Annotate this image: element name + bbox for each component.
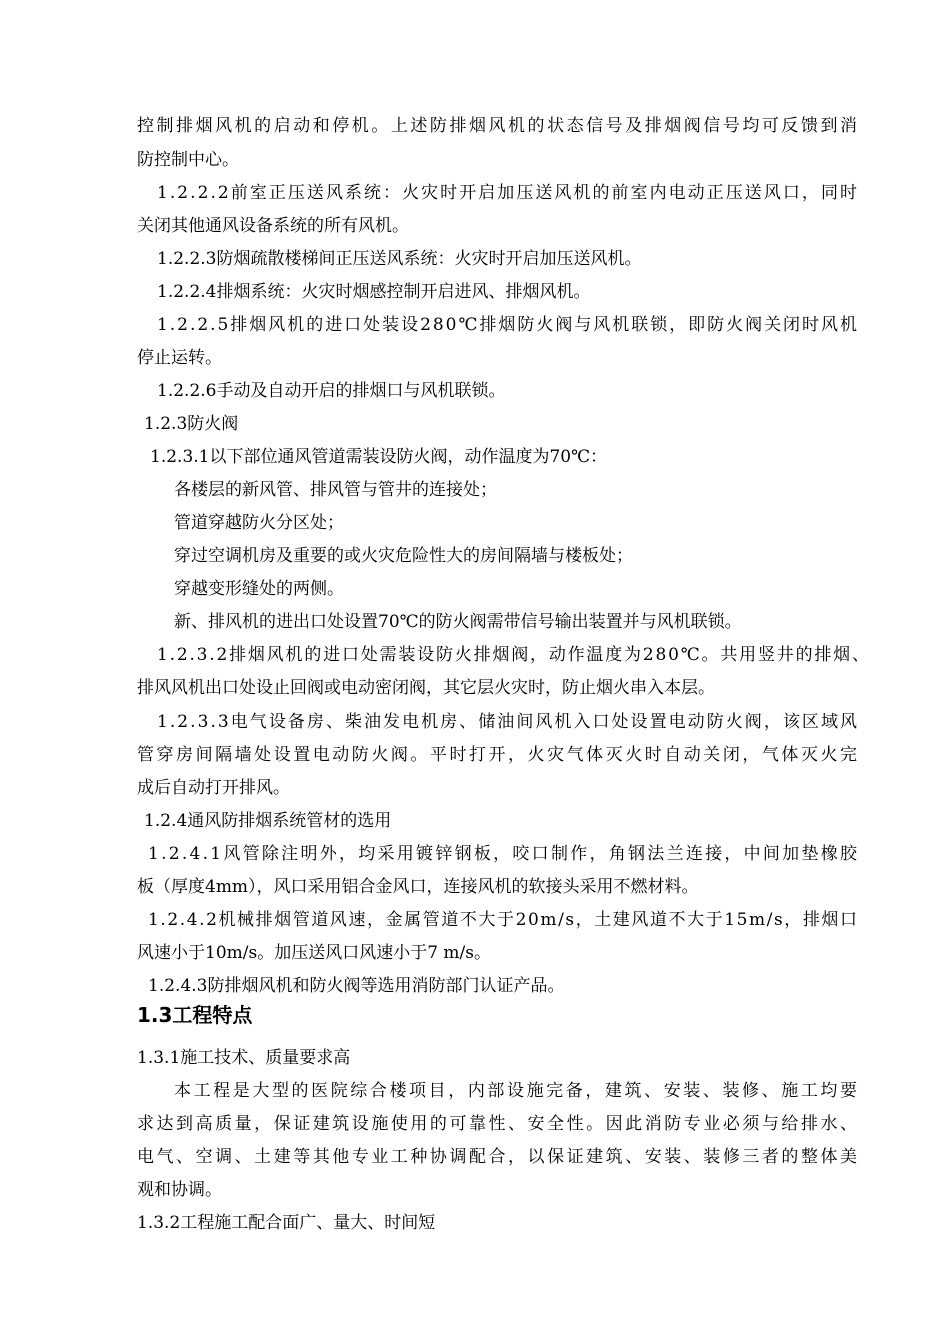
paragraph-line: 风速小于10m/s。加压送风口风速小于7 m/s。 [137, 943, 491, 963]
paragraph-line: 1.2.4.3防排烟风机和防火阀等选用消防部门认证产品。 [148, 976, 565, 996]
paragraph-line: 观和协调。 [137, 1180, 222, 1200]
paragraph-line: 成后自动打开排风。 [137, 778, 290, 798]
paragraph-line: 求达到高质量，保证建筑设施使用的可靠性、安全性。因此消防专业必须与给排水、 [137, 1114, 860, 1134]
paragraph-line: 关闭其他通风设备系统的所有风机。 [137, 216, 409, 236]
paragraph-line: 电气、空调、土建等其他专业工种协调配合，以保证建筑、安装、装修三者的整体美 [137, 1147, 860, 1167]
paragraph-line: 1.3.2工程施工配合面广、量大、时间短 [137, 1213, 436, 1233]
paragraph-line: 1.2.3.2排烟风机的进口处需装设防火排烟阀，动作温度为280℃。共用竖井的排烟、 [157, 645, 871, 665]
paragraph-line: 管道穿越防火分区处； [174, 513, 344, 533]
paragraph-line: 控制排烟风机的启动和停机。上述防排烟风机的状态信号及排烟阀信号均可反馈到消 [137, 116, 860, 136]
paragraph-line: 穿过空调机房及重要的或火灾危险性大的房间隔墙与楼板处； [174, 546, 633, 566]
paragraph-line: 排风风机出口处设止回阀或电动密闭阀，其它层火灾时，防止烟火串入本层。 [137, 678, 715, 698]
paragraph-line: 1.2.2.2前室正压送风系统：火灾时开启加压送风机的前室内电动正压送风口，同时 [157, 183, 860, 203]
paragraph-line: 各楼层的新风管、排风管与管井的连接处； [174, 480, 497, 500]
paragraph-line: 停止运转。 [137, 348, 222, 368]
paragraph-line: 新、排风机的进出口处设置70℃的防火阀需带信号输出装置并与风机联锁。 [174, 612, 742, 632]
paragraph-line: 穿越变形缝处的两侧。 [174, 579, 344, 599]
paragraph-line: 1.2.4.2机械排烟管道风速，金属管道不大于20m/s，土建风道不大于15m/s，排烟口 [148, 910, 859, 930]
section-heading: 1.3工程特点 [137, 1003, 253, 1027]
paragraph-line: 1.2.4.1风管除注明外，均采用镀锌钢板，咬口制作，角钢法兰连接，中间加垫橡胶 [148, 844, 860, 864]
paragraph-line: 1.2.4通风防排烟系统管材的选用 [144, 811, 392, 831]
paragraph-line: 1.2.3防火阀 [144, 414, 239, 434]
paragraph-line: 1.2.2.3防烟疏散楼梯间正压送风系统：火灾时开启加压送风机。 [157, 249, 642, 269]
paragraph-line: 1.2.2.6手动及自动开启的排烟口与风机联锁。 [157, 381, 506, 401]
paragraph-line: 防控制中心。 [137, 150, 239, 170]
paragraph-line: 板（厚度4mm），风口采用铝合金风口，连接风机的软接头采用不燃材料。 [137, 877, 699, 897]
paragraph-line: 1.2.3.1以下部位通风管道需装设防火阀，动作温度为70℃： [150, 447, 608, 467]
paragraph-line: 管穿房间隔墙处设置电动防火阀。平时打开，火灾气体灭火时自动关闭，气体灭火完 [137, 745, 860, 765]
paragraph-line: 1.2.2.4排烟系统：火灾时烟感控制开启进风、排烟风机。 [157, 282, 591, 302]
paragraph-line: 本工程是大型的医院综合楼项目，内部设施完备，建筑、安装、装修、施工均要 [174, 1081, 860, 1101]
paragraph-line: 1.3.1施工技术、质量要求高 [137, 1048, 351, 1068]
paragraph-line: 1.2.3.3电气设备房、柴油发电机房、储油间风机入口处设置电动防火阀，该区域风 [157, 712, 860, 732]
paragraph-line: 1.2.2.5排烟风机的进口处装设280℃排烟防火阀与风机联锁，即防火阀关闭时风机 [157, 315, 859, 335]
